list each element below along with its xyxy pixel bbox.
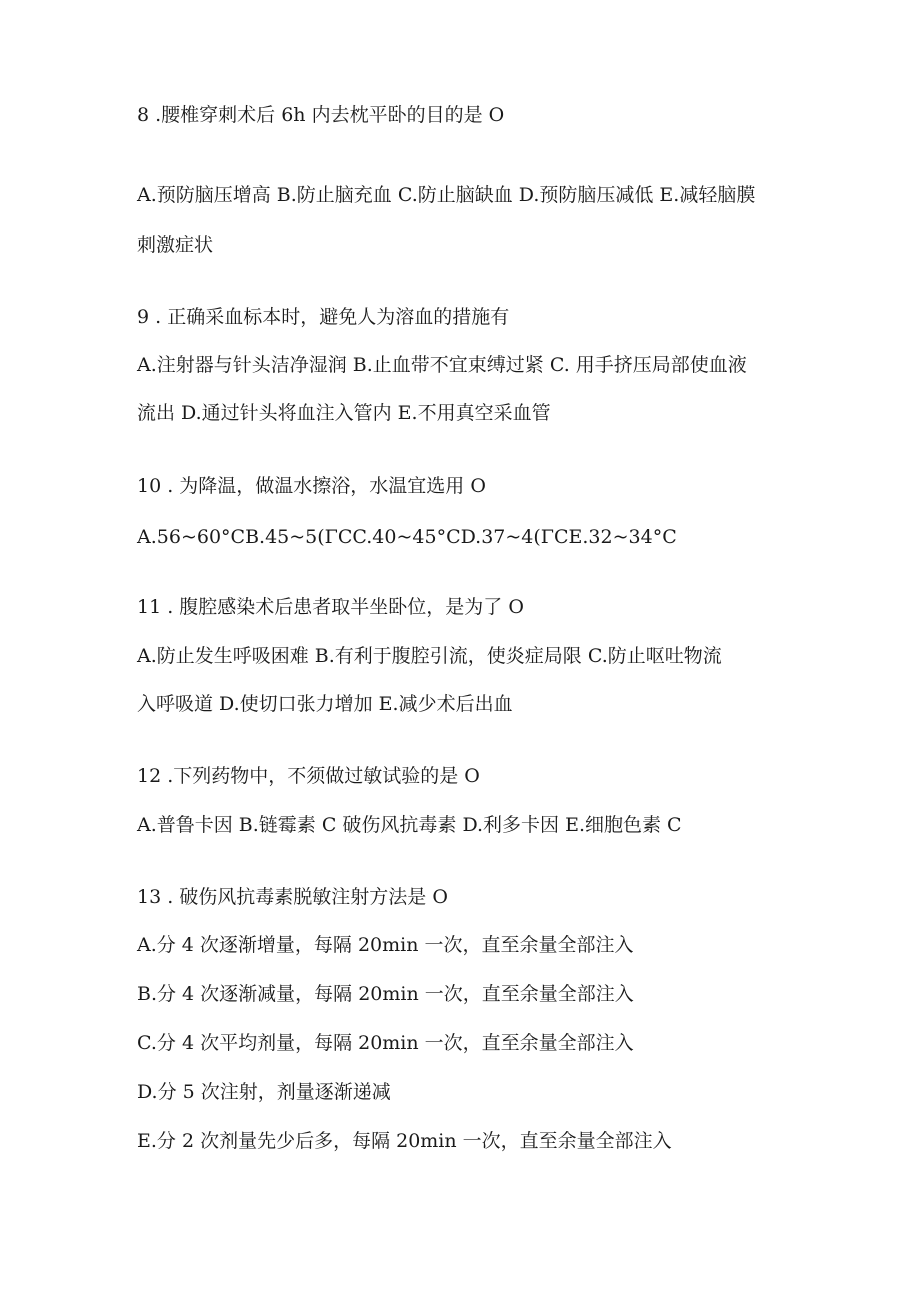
question-13-option-e: E.分 2 次剂量先少后多，每隔 20min 一次，直至余量全部注入 bbox=[137, 1130, 672, 1152]
question-13-stem: 13 . 破伤风抗毒素脱敏注射方法是 O bbox=[137, 886, 448, 908]
question-8-options-line-1: A.预防脑压增高 B.防止脑充血 C.防止脑缺血 D.预防脑压减低 E.减轻脑膜 bbox=[137, 184, 756, 206]
question-9-options-line-1: A.注射器与针头洁净湿润 B.止血带不宜束缚过紧 C. 用手挤压局部使血液 bbox=[137, 354, 747, 376]
question-13-option-d: D.分 5 次注射，剂量逐渐递减 bbox=[137, 1081, 391, 1103]
question-9-options-line-2: 流出 D.通过针头将血注入管内 E.不用真空采血管 bbox=[137, 402, 551, 424]
question-11-stem: 11 . 腹腔感染术后患者取半坐卧位，是为了 O bbox=[137, 596, 524, 618]
question-13-option-c: C.分 4 次平均剂量，每隔 20min 一次，直至余量全部注入 bbox=[137, 1032, 634, 1054]
question-10-stem: 10 . 为降温，做温水擦浴，水温宜选用 O bbox=[137, 475, 486, 497]
question-13-option-b: B.分 4 次逐渐减量，每隔 20min 一次，直至余量全部注入 bbox=[137, 983, 634, 1005]
question-9-stem: 9 . 正确采血标本时，避免人为溶血的措施有 bbox=[137, 306, 510, 328]
question-8-stem: 8 .腰椎穿刺术后 6h 内去枕平卧的目的是 O bbox=[137, 104, 505, 126]
question-11-options-line-1: A.防止发生呼吸困难 B.有利于腹腔引流，使炎症局限 C.防止呕吐物流 bbox=[137, 645, 722, 667]
question-12-stem: 12 .下列药物中，不须做过敏试验的是 O bbox=[137, 765, 480, 787]
question-13-option-a: A.分 4 次逐渐增量，每隔 20min 一次，直至余量全部注入 bbox=[137, 934, 634, 956]
question-8-options-line-2: 刺激症状 bbox=[137, 234, 214, 256]
question-12-options-line-1: A.普鲁卡因 B.链霉素 C 破伤风抗毒素 D.利多卡因 E.细胞色素 C bbox=[137, 814, 682, 836]
question-10-options-line-1: A.56~60°CB.45~5(ΓCC.40~45°CD.37~4(ΓCE.32~34°C bbox=[137, 526, 677, 548]
question-11-options-line-2: 入呼吸道 D.使切口张力增加 E.减少术后出血 bbox=[137, 693, 513, 715]
